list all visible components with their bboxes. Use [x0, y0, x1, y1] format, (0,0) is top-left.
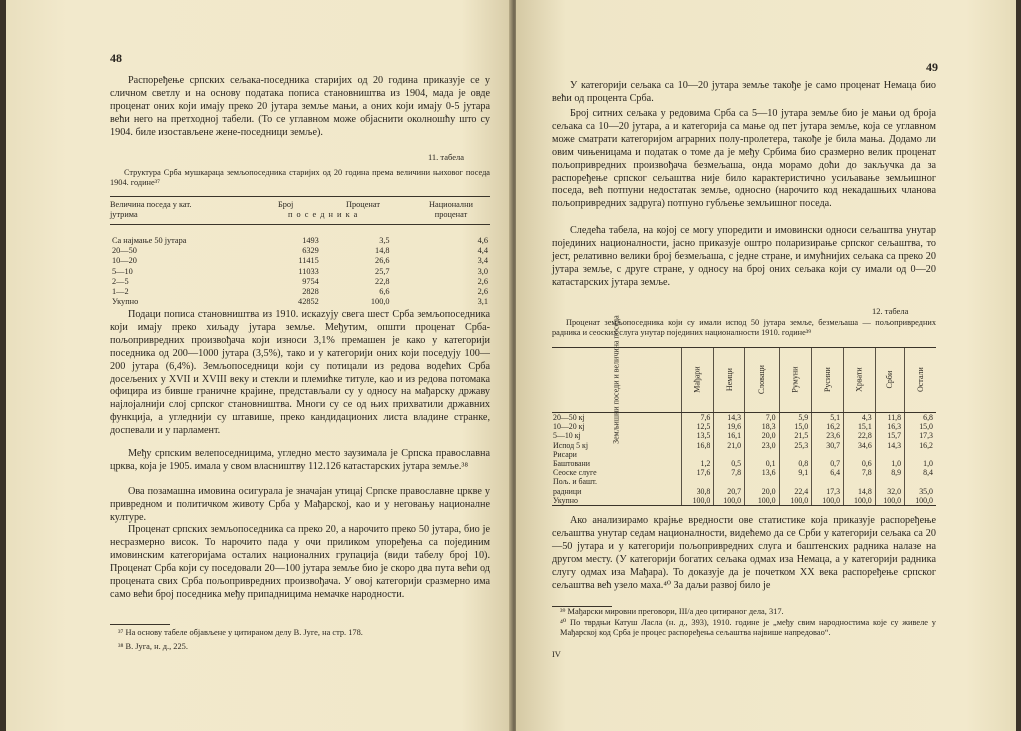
column-header-group: п о с е д н и к а: [288, 210, 359, 219]
footnote: ⁴⁰ По тврдњи Катуш Ласла (н. д., 393), 1910. године је „међу свим народностима које су живеле у Мађарској код Срба је процес распоређења сељаштва највише напредовао“.: [560, 618, 936, 638]
table-label: 11. табела: [428, 152, 465, 162]
table-cell: 3,1: [477, 297, 488, 307]
table-cell: 7,6: [681, 413, 714, 423]
table-caption: Проценат земљопоседника који су имали испод 50 јутара земље, безмељаша — пољопривредних радника и сеоских слуга унутар појединих националности 1910. године³⁹: [552, 318, 936, 337]
column-header: Величина поседа у кат. јутрима: [110, 200, 192, 220]
table-cell: 4,6: [477, 236, 488, 245]
table-row: [110, 256, 490, 266]
table-cell: 14,8: [375, 246, 390, 256]
table-cell: 12,5: [681, 422, 714, 431]
table-row: [552, 477, 936, 486]
table-row: [552, 496, 936, 506]
column-header: [681, 348, 714, 413]
row-label: Укупно: [112, 297, 139, 307]
table-cell: 3,4: [477, 256, 488, 266]
table-row: [552, 459, 936, 468]
table-cell: 6,6: [379, 287, 390, 297]
table-cell: 100,0: [714, 496, 745, 506]
table-row: [552, 413, 936, 423]
table-caption: Структура Срба мушкараца земљопоседника старијих од 20 година према величини њиховог поседа 1904. године³⁷: [110, 168, 490, 187]
table-cell: 15,7: [875, 431, 904, 440]
table-cell: 16,3: [875, 422, 904, 431]
table-cell: 17,3: [905, 431, 936, 440]
column-header: [844, 348, 876, 413]
table-cell: 0,6: [844, 459, 876, 468]
table-cell: [745, 450, 780, 459]
table-cell: 2828: [302, 287, 319, 297]
table-cell: 16,1: [714, 431, 745, 440]
table-cell: 1,2: [681, 459, 714, 468]
column-header-label: Румуни: [790, 366, 800, 393]
table-cell: 100,0: [370, 297, 390, 307]
table-cell: 20,0: [745, 431, 780, 440]
paragraph: Ако анализирамо крајње вредности ове статистике која приказује распоређење сељаштва унутар седам националности, видећемо да се Срби у категорији сељака са 20—50 јутара и у категорији пољопривредних слуга и баштенских радника налазе на другом месту. (У категорији богатих сељака одмах иза Немаца, а у категорији радника слугу одмах иза Мађара). То доказује да је почетком XX века распоређење српског сељаштва већ узело маха.⁴⁰ За даљи развој било је: [552, 515, 936, 591]
table-cell: 15,1: [844, 422, 876, 431]
column-header-label: Русини: [823, 366, 833, 392]
column-header: Национални проценат: [429, 200, 473, 220]
table-row: [110, 246, 490, 256]
table-cell: 14,8: [844, 487, 876, 496]
table-cell: 0,1: [745, 459, 780, 468]
table-cell: 16,2: [812, 422, 844, 431]
table-cell: 22,8: [375, 276, 390, 286]
table-cell: 34,6: [844, 441, 876, 450]
table-cell: 100,0: [905, 496, 936, 506]
table-row: [552, 441, 936, 450]
table-cell: 21,0: [714, 441, 745, 450]
table-row: [110, 277, 490, 287]
column-header: [875, 348, 904, 413]
table-cell: 100,0: [844, 496, 876, 506]
paragraph: Ова позамашна имовина осигурала је значајан утицај Српске православне цркве у привредном и политичком животу Срба у Мађарској, као и у неговању националне културе.: [110, 486, 490, 523]
column-header: [714, 348, 745, 413]
column-header: Број: [278, 200, 294, 209]
table-cell: 0,5: [714, 459, 745, 468]
row-label: 10—20: [112, 256, 137, 266]
table-cell: 8,9: [875, 468, 904, 477]
table-row: [552, 487, 936, 496]
footnote-rule: [110, 624, 170, 625]
right-page: [516, 0, 1016, 731]
paragraph: Подаци пописа становништва из 1910. искazују свега шест Срба земљопоседника који имају преко хиљаду јутара земље. Међутим, општи проценат Срба-пољопривредних произвођача који износи 3,1% премашен је како у категорији поседника од 200—1000 јутара (3,5%), тако и у категорији оних који поседују 100—200 јутара (6,4%). Земљопоседници који су потицали из редова водећих Срба досељених у XVII и XVIII веку и стекли и племићке титуле, као и из редова потомака официра из бивше граничне крајине, представљали су у односу на мађарску државу најлојалнији слој српског становништва. Многи су се од њих прихватили државних функција, а угледнији су штавише, преко кандидационих листа владине странке, доспевали и у парламент.: [110, 309, 490, 437]
table-cell: 19,6: [714, 422, 745, 431]
table-cell: 16,8: [681, 441, 714, 450]
page-number: 48: [110, 51, 122, 65]
table-cell: 1493: [302, 236, 319, 245]
row-label: Са најмање 50 јутара: [112, 236, 187, 245]
table-cell: [812, 450, 844, 459]
column-header-label: Остали: [915, 366, 925, 392]
table-cell: [779, 477, 812, 486]
column-header-label: Словаци: [757, 364, 767, 394]
table-row: [552, 431, 936, 440]
table-cell: 3,0: [477, 266, 488, 276]
row-label: 1—2: [112, 287, 129, 297]
row-label: Укупно: [552, 496, 681, 506]
table-cell: 2,6: [477, 287, 488, 297]
paragraph: Број ситних сељака у редовима Срба са 5—10 јутара земље био је мањи од броја сељака са 10—20 јутара, а и категорија са мање од пет јутара земље, која се углавном може сматрати категоријом аграрних полу-пролетера, такође је била мања. Додамо ли овим чињеницама и податак о томе да је међу Србима био сразмерно велик проценат пољопривредних произвођача безмељаша, онда морамо доћи до закључка да за распоређење српског сељаштва није било карактеристично усиљавање земљишног поседа, већ потпуни недостатак земље, односно (нарочито код некадашњих чланова пољопривредних задруга) потпуно губљење земљишног поседа.: [552, 108, 936, 210]
table-cell: [681, 450, 714, 459]
column-header-label: Хрвати: [854, 367, 864, 392]
table-cell: 15,0: [779, 422, 812, 431]
paragraph: Следећа табела, на којој се могу упоредити и имовински односи сељаштва унутар појединих националности, јасно приказује оштро поларизирање српског сељаштва, то јест, релативно велики број безмељаша, с једне стране, и имућнијих сељака са преко 20 јутара земље, с друге стране, у односу на број оних сељака који су имали од 0—20 катастарских јутара земље.: [552, 225, 936, 288]
table-cell: 14,3: [875, 441, 904, 450]
table-cell: 0,7: [812, 459, 844, 468]
row-label: Сеоске слуге: [553, 468, 597, 478]
table-cell: 100,0: [745, 496, 780, 506]
table-cell: [875, 477, 904, 486]
table-rule: [110, 224, 490, 225]
table-cell: 20,0: [745, 487, 780, 496]
column-header: [812, 348, 844, 413]
table-cell: 100,0: [875, 496, 904, 506]
table-cell: 18,3: [745, 422, 780, 431]
column-header-label: Срби: [885, 370, 895, 389]
table-cell: 1,0: [905, 459, 936, 468]
footnote: ³⁷ На основу табеле објављене у цитираном делу В. Југе, на стр. 178.: [118, 628, 363, 637]
table-cell: 100,0: [779, 496, 812, 506]
paragraph: У категорији сељака са 10—20 јутара земље такође је само проценат Немаца био већи од процента Срба.: [552, 80, 936, 104]
row-label: 20—50 кј: [552, 413, 681, 423]
table-cell: [844, 477, 876, 486]
row-label: Пољ. и башт.: [553, 477, 597, 487]
table-cell: [714, 477, 745, 486]
table-row: [552, 468, 936, 477]
table-cell: 35,0: [905, 487, 936, 496]
table-row: [110, 236, 490, 246]
table-cell: [779, 450, 812, 459]
table-cell: 11033: [298, 266, 319, 276]
column-header: [779, 348, 812, 413]
footnote: ³⁹ Мађарски мировни преговори, III/а део цитираног дела, 317.: [560, 607, 784, 616]
table-cell: 23,6: [812, 431, 844, 440]
table-cell: 9754: [302, 276, 319, 286]
table-cell: 11,8: [875, 413, 904, 423]
page-number: 49: [926, 60, 938, 74]
footnote: ³⁸ В. Југа, н. д., 225.: [118, 642, 188, 651]
table-body: [110, 236, 490, 307]
table-label: 12. табела: [872, 306, 909, 316]
table-cell: 6,4: [812, 468, 844, 477]
left-page: [6, 0, 512, 731]
row-label: 20—50: [112, 246, 137, 256]
table-cell: 32,0: [875, 487, 904, 496]
table-row: [552, 450, 936, 459]
signature-mark: IV: [552, 650, 561, 659]
table-cell: 3,5: [379, 236, 390, 245]
table-cell: 100,0: [812, 496, 844, 506]
table-cell: 25,3: [779, 441, 812, 450]
row-label: 2—5: [112, 276, 129, 286]
table-cell: [812, 477, 844, 486]
table-cell: 14,3: [714, 413, 745, 423]
table-cell: 21,5: [779, 431, 812, 440]
table-cell: 20,7: [714, 487, 745, 496]
row-label: радници: [553, 486, 582, 496]
table-cell: 5,1: [812, 413, 844, 423]
table-cell: 25,7: [375, 266, 390, 276]
column-header: [745, 348, 780, 413]
table-cell: 4,4: [477, 246, 488, 256]
table-cell: 7,0: [745, 413, 780, 423]
table-cell: 30,8: [681, 487, 714, 496]
table-cell: 6,8: [905, 413, 936, 423]
table-row: [552, 422, 936, 431]
table-cell: 17,6: [681, 468, 714, 477]
table-cell: 9,1: [779, 468, 812, 477]
table-cell: 15,0: [905, 422, 936, 431]
row-label: 5—10: [112, 266, 133, 276]
table-cell: 23,0: [745, 441, 780, 450]
table-cell: 30,7: [812, 441, 844, 450]
table-header: [110, 200, 490, 226]
table-rule: [110, 196, 490, 197]
table-cell: [714, 450, 745, 459]
column-header-label: Земљишни поседи и величина поседа: [611, 315, 621, 444]
table-row: [110, 287, 490, 297]
paragraph: Међу српским велепоседницима, угледно место заузимала је Српска православна црква, која је 1905. имала у свом власништву 112.126 катастарских јутара земље.³⁸: [110, 448, 490, 472]
table-cell: [681, 477, 714, 486]
table-row: [110, 267, 490, 277]
column-header-label: Немци: [724, 367, 734, 391]
paragraph: Проценат српских земљопоседника са преко 20, а нарочито преко 50 јутара, био је несразмерно висок. То нарочито пада у очи приликом упоређења са појединим имовинским категоријама осталих националних групација (види табелу број 10). Проценат Срба који су поседовали 20—100 јутара земље био је скоро два пута већи од процената свих Срба пољопривредних произвођача. У овој категорији сразмерно има само већи број поседника међу припадницима немачке народности.: [110, 524, 490, 600]
table-cell: [905, 477, 936, 486]
table-cell: 13,6: [745, 468, 780, 477]
paragraph: Распоређење српских сељака-поседника старијих од 20 година приказује се у сличном светлу и на основу података пописа становништва из 1904, мада је овде проценат оних који имају преко 20 јутара земље мањи, а оних који имају 0-5 јутара већи него на претходној табели. (То се углавном може објаснити околношћу што су 1904. биле изостављене жене-поседници земље).: [110, 75, 490, 138]
row-label: Баштовани: [553, 459, 590, 469]
table-11: [110, 200, 490, 307]
table-cell: 7,8: [844, 468, 876, 477]
table-cell: [875, 450, 904, 459]
row-label: 5—10 кј: [553, 431, 581, 441]
table-cell: 5,9: [779, 413, 812, 423]
table-row: [110, 297, 490, 307]
table-cell: 17,3: [812, 487, 844, 496]
table-cell: 16,2: [905, 441, 936, 450]
table-cell: 26,6: [375, 256, 390, 266]
table-cell: 22,4: [779, 487, 812, 496]
table-cell: 4,3: [844, 413, 876, 423]
row-label: Испод 5 кј: [553, 440, 589, 450]
table-cell: 22,8: [844, 431, 876, 440]
row-label: Рисари: [553, 449, 577, 459]
table-cell: [745, 477, 780, 486]
column-header: [905, 348, 936, 413]
table-cell: 42852: [298, 297, 319, 307]
table-cell: 7,8: [714, 468, 745, 477]
table-cell: 0,8: [779, 459, 812, 468]
row-label: 10—20 кј: [553, 422, 585, 432]
table-cell: 13,5: [681, 431, 714, 440]
table-cell: 2,6: [477, 276, 488, 286]
table-cell: 8,4: [905, 468, 936, 477]
column-header: Проценат: [346, 200, 380, 209]
column-header-label: Мађари: [692, 366, 702, 393]
table-cell: 6329: [302, 246, 319, 256]
table-cell: [905, 450, 936, 459]
table-cell: [844, 450, 876, 459]
table-cell: 1,0: [875, 459, 904, 468]
table-cell: 100,0: [681, 496, 714, 506]
table-cell: 11415: [298, 256, 319, 266]
